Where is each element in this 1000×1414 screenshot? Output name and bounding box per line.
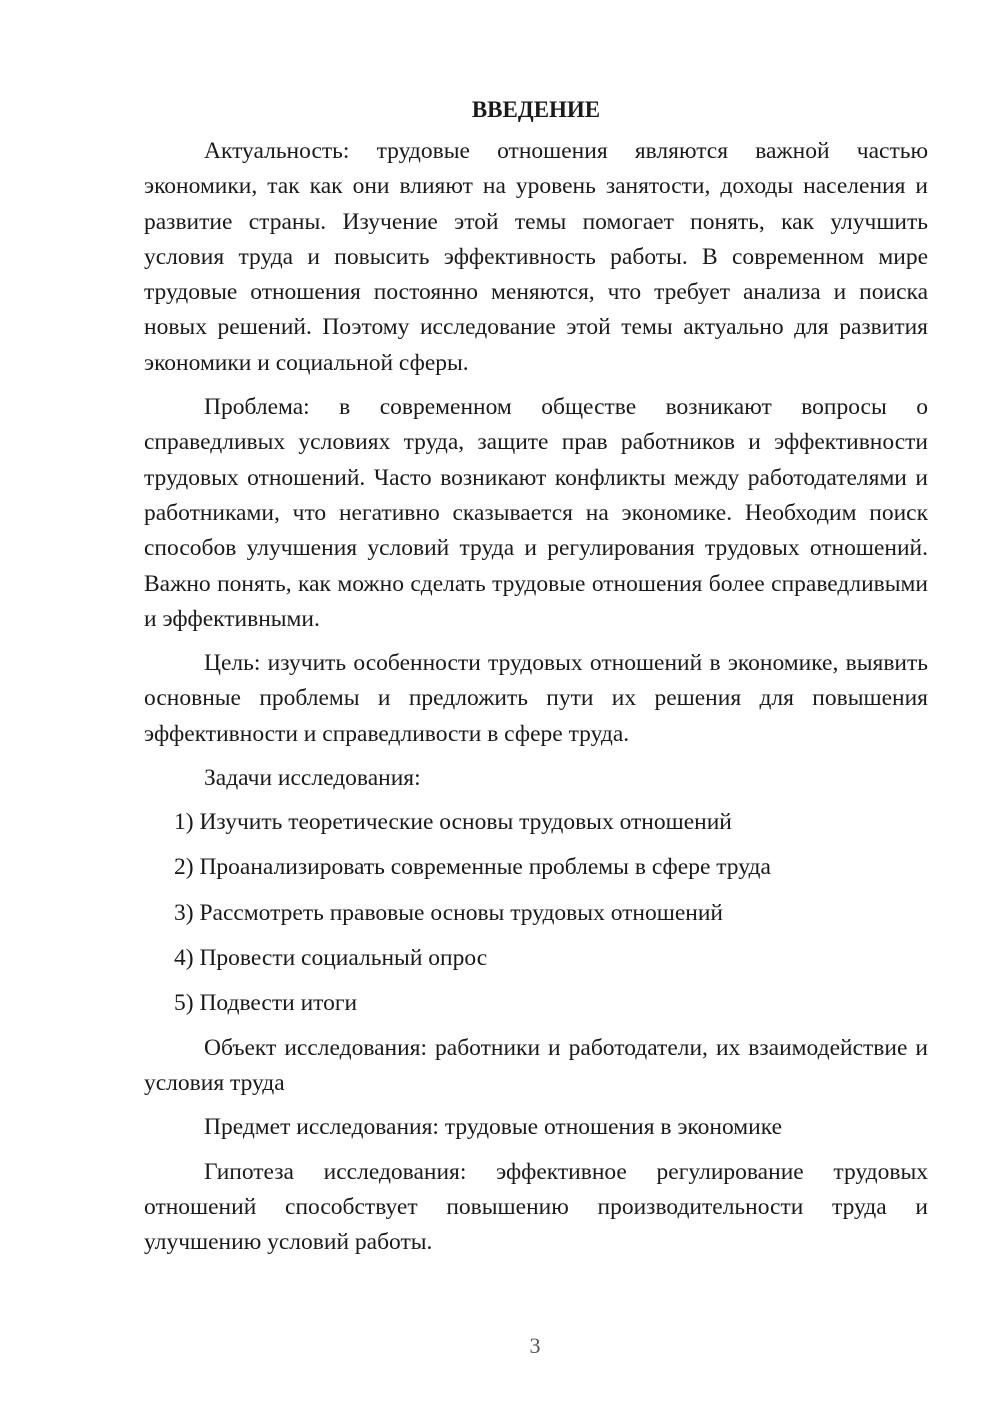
task-item: 4) Провести социальный опрос [174, 944, 488, 971]
task-item: 1) Изучить теоретические основы трудовых отношений [174, 809, 732, 836]
page-number: 3 [529, 1333, 541, 1358]
subject-paragraph: Предмет исследования: трудовые отношения в экономике [204, 1114, 782, 1141]
object-paragraph: Объект исследования: работники и работодатели, их взаимодействие и условия труда [144, 1034, 928, 1097]
tasks-list [144, 805, 928, 1021]
relevance-paragraph: Актуальность: трудовые отношения являются важной частью экономики, так как они влияют на уровень занятости, доходы населения и развитие страны. Изучение этой темы помогает понять, как улучшить условия труда и повысить эффективность работы. В современном мире трудовые отношения постоянно меняются, что требует анализа и поиска новых решений. Поэтому исследование этой темы актуально для развития экономики и социальной сферы. [144, 138, 928, 376]
task-item: 3) Рассмотреть правовые основы трудовых отношений [174, 899, 723, 926]
page-title: ВВЕДЕНИЕ [471, 97, 601, 122]
document-page [144, 92, 928, 1270]
goal-paragraph: Цель: изучить особенности трудовых отношений в экономике, выявить основные проблемы и предложить пути их решения для повышения эффективности и справедливости в сфере труда. [144, 650, 928, 747]
tasks-heading: Задачи исследования: [204, 765, 421, 792]
hypothesis-paragraph: Гипотеза исследования: эффективное регулирование трудовых отношений способствует повышению производительности труда и улучшению условий работы. [144, 1158, 928, 1256]
task-item: 2) Проанализировать современные проблемы в сфере труда [174, 854, 771, 881]
task-item: 5) Подвести итоги [174, 989, 358, 1016]
problem-paragraph: Проблема: в современном обществе возникают вопросы о справедливых условиях труда, защите прав работников и эффективности трудовых отношений. Часто возникают конфликты между работодателями и работниками, что негативно сказывается на экономике. Необходим поиск способов улучшения условий труда и регулирования трудовых отношений. Важно понять, как можно сделать трудовые отношения более справедливыми и эффективными. [144, 394, 928, 632]
